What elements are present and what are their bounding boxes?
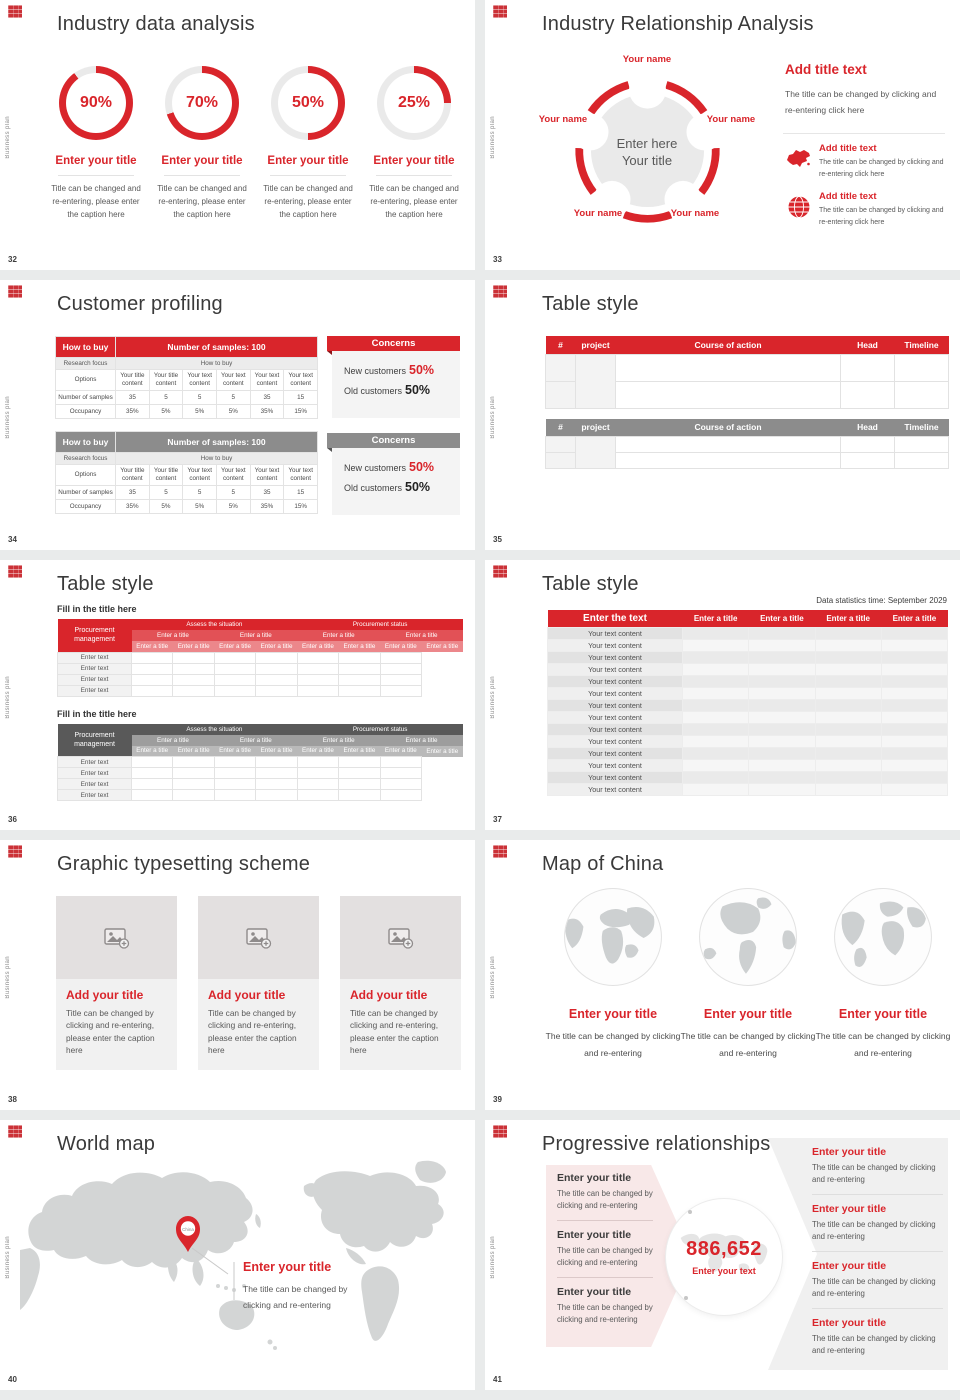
left-item-list: [557, 1172, 653, 1342]
sidebar-vertical-label: Business plan: [5, 1236, 11, 1279]
panel-item: [779, 143, 949, 182]
sidebar-vertical-label: Business plan: [490, 956, 496, 999]
slide-37[interactable]: [485, 560, 960, 830]
card-caption: Title can be changed by clicking and re-entering, please enter the caption here: [208, 1008, 297, 1056]
list-item: [557, 1172, 653, 1221]
stat-label: Enter your text: [692, 1266, 756, 1276]
card-caption: Title can be changed by clicking and re-entering, please enter the caption here: [66, 1008, 155, 1056]
table-row: Enter text: [58, 790, 464, 801]
globe-icon: [779, 191, 819, 219]
table-row: Number of samples 35 5 5 5 35 15: [56, 486, 318, 500]
slide-number: 32: [8, 255, 17, 264]
image-card-row: [56, 896, 461, 1070]
table-row: Enter text: [58, 663, 464, 674]
table-row: Enter text: [58, 652, 464, 663]
action-table: # project Course of action Head Timeline: [545, 336, 949, 409]
panel-item: [779, 191, 949, 230]
panel-heading: Add title text: [785, 62, 867, 77]
table-row: Enter text: [58, 685, 464, 696]
globe-icon: [832, 886, 934, 988]
add-image-icon: [388, 927, 414, 949]
item-heading: Enter your title: [812, 1259, 887, 1272]
decor-dot: [684, 1296, 688, 1300]
sidebar-vertical-label: Business plan: [490, 676, 496, 719]
page-title: Progressive relationships: [542, 1133, 771, 1155]
globe-column: [813, 886, 953, 1062]
sidebar-vertical-label: Business plan: [490, 1236, 496, 1279]
merged-project-cell: [576, 437, 616, 469]
row-group: [546, 354, 949, 408]
row-group: [546, 437, 949, 469]
panel-item-list: [779, 143, 949, 238]
slide-32[interactable]: [0, 0, 475, 270]
card-text: [340, 979, 461, 1070]
donut-chart: [271, 66, 345, 140]
card-text: [198, 979, 319, 1070]
row-label: Occupancy: [56, 500, 116, 514]
red-seal-logo-icon: [8, 5, 22, 18]
image-placeholder: [198, 896, 319, 979]
stat-line: New customers 50%: [344, 460, 435, 474]
globe-column: [543, 886, 683, 1062]
divider: [376, 175, 452, 176]
table-row: [546, 437, 949, 453]
row-label: Options: [56, 370, 116, 391]
card-text: [56, 979, 177, 1070]
map-callout: [243, 1260, 373, 1313]
slide-35[interactable]: [485, 280, 960, 550]
row-label: Occupancy: [56, 405, 116, 419]
node-label-top: Your name: [622, 54, 672, 65]
world-map: [20, 1158, 460, 1370]
table-row: Your text content: [548, 663, 948, 675]
sidebar-vertical-label: Business plan: [5, 676, 11, 719]
slide-40[interactable]: [0, 1120, 475, 1390]
card-caption: Title can be changed by clicking and re-entering, please enter the caption here: [350, 1008, 439, 1056]
table-header-right: Number of samples: 100: [116, 432, 318, 453]
node-label-bottom-left: Your name: [573, 208, 623, 219]
donut-stat-column: [369, 66, 459, 221]
diagram-center-text: Enter here Your title: [616, 136, 678, 168]
red-seal-logo-icon: [8, 845, 22, 858]
table-row: Number of samples 35 5 5 5 35 15: [56, 391, 318, 405]
callout-heading: Enter your title: [243, 1260, 332, 1274]
stat-line: New customers 50%: [344, 363, 435, 377]
table-row: Your text content: [548, 735, 948, 747]
donut-chart: [59, 66, 133, 140]
stat-value: 886,652: [686, 1238, 762, 1260]
item-heading: Enter your title: [812, 1316, 887, 1329]
donut-stat-column: [157, 66, 247, 221]
procurement-tables: [57, 604, 463, 801]
table-row: Enter text: [58, 674, 464, 685]
data-table: Enter the text Enter a title Enter a title Enter a title Enter a title Your text content Your text content Your text content Your text content Your text content Your text content Your text content Your text content Your text content Your text content Your text content Your text content Your text content Your text content: [547, 610, 948, 796]
row-label: Options: [56, 465, 116, 486]
table-row: Your text content: [548, 711, 948, 723]
row-label: Number of samples: [56, 486, 116, 500]
list-item: [557, 1229, 653, 1278]
add-image-icon: [246, 927, 272, 949]
table-row: Your text content: [548, 783, 948, 795]
stat-line: Old customers 50%: [344, 383, 431, 397]
table-row: Your text content: [548, 747, 948, 759]
table-row: Enter text: [58, 757, 464, 768]
node-label-right: Your name: [706, 114, 756, 125]
table-row: Occupancy 35% 5% 5% 5% 35% 15%: [56, 405, 318, 419]
donut-caption: Title can be changed and re-entering, please enter the caption here: [157, 184, 247, 219]
table-row: Your text content: [548, 759, 948, 771]
item-caption: The title can be changed by clicking and re-entering click here: [819, 206, 944, 226]
globe-column: [678, 886, 818, 1062]
globe-caption: The title can be changed by clicking and re-entering: [680, 1031, 816, 1058]
donut-caption: Title can be changed and re-entering, please enter the caption here: [369, 184, 459, 219]
donut-heading: Enter your title: [373, 155, 455, 167]
slide-38[interactable]: [0, 840, 475, 1110]
red-seal-logo-icon: [8, 285, 22, 298]
donut-chart: [165, 66, 239, 140]
divider: [270, 175, 346, 176]
action-table: # project Course of action Head Timeline: [545, 419, 949, 470]
style-tables: [545, 336, 948, 469]
sidebar-vertical-label: Business plan: [5, 396, 11, 439]
item-heading: Enter your title: [812, 1146, 887, 1158]
data-statistics-note: Data statistics time: September 2029: [816, 596, 947, 605]
panel-caption: The title can be changed by clicking and re-entering click here: [785, 89, 937, 116]
profiling-tables: [55, 336, 318, 514]
globe-heading: Enter your title: [838, 1007, 928, 1021]
row-label: Research focus: [56, 358, 116, 370]
item-heading: Add title text: [819, 190, 877, 202]
table-row: Enter text: [58, 779, 464, 790]
donut-percent-label: 70%: [185, 94, 219, 111]
red-seal-logo-icon: [493, 845, 507, 858]
slide-33[interactable]: [485, 0, 960, 270]
table-caption-label: Fill in the title here: [57, 708, 137, 719]
globe-caption: The title can be changed by clicking and re-entering: [545, 1031, 681, 1058]
red-seal-logo-icon: [8, 565, 22, 578]
donut-chart: [377, 66, 451, 140]
donut-stat-column: [263, 66, 353, 221]
ribbon-header: Concerns: [327, 336, 460, 351]
table-row: Your text content: [548, 687, 948, 699]
concern-panels: [332, 336, 460, 515]
list-item: [812, 1260, 943, 1309]
slide-number: 35: [493, 535, 502, 544]
sidebar-vertical-label: Business plan: [5, 956, 11, 999]
table-header-right: Number of samples: 100: [116, 337, 318, 358]
card-heading: Add your title: [350, 988, 428, 1002]
sidebar-vertical-label: Business plan: [490, 396, 496, 439]
red-seal-logo-icon: [493, 285, 507, 298]
table-header-left: How to buy: [56, 337, 116, 358]
page-title: Table style: [57, 573, 154, 595]
list-item: [557, 1286, 653, 1334]
table-row: Options Your title content Your title content Your text content Your text content Your text content Your text content: [56, 465, 318, 486]
divider: [164, 175, 240, 176]
table-row: Your text content: [548, 699, 948, 711]
donut-heading: Enter your title: [161, 155, 243, 167]
slide-number: 41: [493, 1375, 502, 1384]
item-heading: Add title text: [819, 143, 877, 154]
item-heading: Enter your title: [557, 1285, 632, 1298]
item-caption: The title can be changed by clicking and re-entering: [557, 1245, 653, 1268]
red-seal-logo-icon: [493, 1125, 507, 1138]
divider: [58, 175, 134, 176]
customer-table: How to buy Number of samples: 100 Research focus How to buy Options Your title content Your title content Your text content Your text content Your text content Your text content Number of samples 35 5 5 5 35 15 Occupancy 35% 5% 5% 5% 35% 15%: [55, 431, 318, 514]
table-header-left: How to buy: [56, 432, 116, 453]
globe-heading: Enter your title: [703, 1007, 793, 1021]
image-card: [56, 896, 177, 1070]
page-title: Graphic typesetting scheme: [57, 853, 311, 875]
table-row: Options Your title content Your title content Your text content Your text content Your text content Your text content: [56, 370, 318, 391]
donut-percent-label: 90%: [79, 94, 113, 111]
red-seal-logo-icon: [493, 5, 507, 18]
donut-percent-label: 25%: [397, 94, 431, 111]
page-title: Table style: [542, 293, 639, 315]
slide-number: 38: [8, 1095, 17, 1104]
page-title: Customer profiling: [57, 293, 223, 315]
ribbon-header: Concerns: [327, 433, 460, 448]
page-title: Industry Relationship Analysis: [542, 13, 814, 35]
table-row: Your text content: [548, 627, 948, 639]
globe-icon: [562, 886, 664, 988]
image-placeholder: [340, 896, 461, 979]
donut-heading: Enter your title: [267, 155, 349, 167]
card-heading: Add your title: [66, 988, 144, 1002]
globe-caption: The title can be changed by clicking and re-entering: [815, 1031, 951, 1058]
red-seal-logo-icon: [493, 565, 507, 578]
customer-table: How to buy Number of samples: 100 Research focus How to buy Options Your title content Your title content Your text content Your text content Your text content Your text content Number of samples 35 5 5 5 35 15 Occupancy 35% 5% 5% 5% 35% 15%: [55, 336, 318, 419]
table-caption-label: Fill in the title here: [57, 604, 137, 614]
sidebar-vertical-label: Business plan: [5, 116, 11, 159]
image-placeholder: [56, 896, 177, 979]
item-caption: The title can be changed by clicking and re-entering: [557, 1189, 653, 1211]
slide-34[interactable]: [0, 280, 475, 550]
table-row: Your text content: [548, 723, 948, 735]
table-row: Your text content: [548, 651, 948, 663]
donut-caption: Title can be changed and re-entering, please enter the caption here: [263, 184, 353, 219]
table-row: Enter text: [58, 768, 464, 779]
globe-icon: [697, 886, 799, 988]
donut-caption: Title can be changed and re-entering, please enter the caption here: [51, 184, 141, 219]
item-heading: Enter your title: [812, 1202, 887, 1215]
donut-chart-row: [51, 66, 459, 221]
table-row: Occupancy 35% 5% 5% 5% 35% 15%: [56, 500, 318, 514]
page-title: World map: [57, 1133, 156, 1155]
procurement-table: Procurement management Assess the situation Procurement status Enter a title Enter a title Enter a title Enter a title Enter a title Enter a title Enter a title Enter a title Enter a title Enter a title Enter a title Enter a title Enter text Enter text Enter text Enter text: [57, 619, 463, 697]
sidebar-vertical-label: Business plan: [490, 116, 496, 159]
table-block: [57, 604, 463, 697]
slide-number: 33: [493, 255, 502, 264]
procurement-table: Procurement management Assess the situation Procurement status Enter a title Enter a title Enter a title Enter a title Enter a title Enter a title Enter a title Enter a title Enter a title Enter a title Enter a title Enter a title Enter text Enter text Enter text Enter text: [57, 724, 463, 802]
image-card: [198, 896, 319, 1070]
item-caption: The title can be changed by clicking and re-entering click here: [819, 159, 944, 179]
gear-relationship-diagram: [525, 48, 775, 266]
slide-41[interactable]: [485, 1120, 960, 1390]
slide-number: 40: [8, 1375, 17, 1384]
slide-number: 37: [493, 815, 502, 824]
item-caption: The title can be changed by clicking and re-entering: [812, 1163, 936, 1185]
globe-heading: Enter your title: [568, 1007, 658, 1021]
slide-number: 34: [8, 535, 17, 544]
item-caption: The title can be changed by clicking and re-entering: [812, 1333, 936, 1356]
stat-line: Old customers 50%: [344, 480, 431, 494]
item-heading: Enter your title: [557, 1172, 632, 1184]
list-item: [812, 1203, 943, 1252]
callout-caption: The title can be changed by clicking and re-entering: [243, 1284, 348, 1310]
divider: [783, 133, 945, 134]
slide-39[interactable]: [485, 840, 960, 1110]
page-title: Industry data analysis: [57, 13, 255, 35]
decor-dot: [688, 1210, 692, 1214]
row-label: Number of samples: [56, 391, 116, 405]
page-title: Map of China: [542, 853, 664, 875]
donut-stat-column: [51, 66, 141, 221]
table-row: Your text content: [548, 675, 948, 687]
concern-panel: [332, 433, 460, 515]
china-map-icon: [779, 143, 819, 169]
row-label: Research focus: [56, 453, 116, 465]
table-row: Your text content: [548, 771, 948, 783]
image-card: [340, 896, 461, 1070]
item-caption: The title can be changed by clicking and re-entering: [812, 1276, 936, 1299]
node-label-bottom-right: Your name: [670, 208, 720, 219]
slide-number: 36: [8, 815, 17, 824]
table-row: [546, 354, 949, 381]
table-row: Your text content: [548, 639, 948, 651]
merged-project-cell: [576, 354, 616, 408]
concern-panel: [332, 336, 460, 418]
card-heading: Add your title: [208, 988, 286, 1002]
item-heading: Enter your title: [557, 1228, 632, 1241]
red-seal-logo-icon: [8, 1125, 22, 1138]
donut-heading: Enter your title: [55, 155, 137, 167]
item-caption: The title can be changed by clicking and re-entering: [557, 1302, 653, 1325]
item-caption: The title can be changed by clicking and re-entering: [812, 1219, 936, 1242]
slide-number: 39: [493, 1095, 502, 1104]
add-image-icon: [104, 927, 130, 949]
list-item: [812, 1146, 943, 1195]
donut-percent-label: 50%: [291, 94, 325, 111]
node-label-left: Your name: [538, 114, 588, 125]
right-item-list: [812, 1146, 943, 1373]
table-block: [57, 709, 463, 802]
svg-text:China: China: [182, 1226, 194, 1232]
slide-36[interactable]: [0, 560, 475, 830]
page-title: Table style: [542, 573, 639, 595]
list-item: [812, 1317, 943, 1365]
